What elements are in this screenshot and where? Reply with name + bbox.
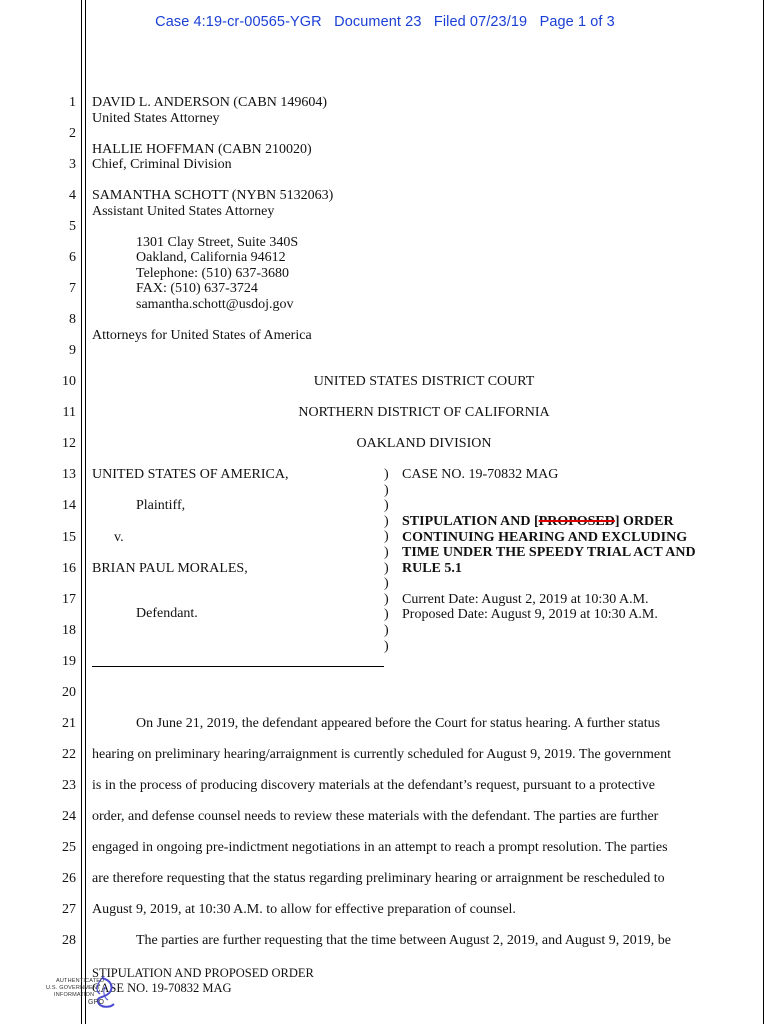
line-number: 26: [62, 871, 76, 886]
caption-plaintiff-role: Plaintiff,: [136, 498, 186, 513]
office-address-street: 1301 Clay Street, Suite 340S: [136, 235, 299, 250]
body-paragraph-line: hearing on preliminary hearing/arraignment is currently scheduled for August 9, 2019. The government: [92, 747, 672, 762]
office-address-city: Oakland, California 94612: [136, 250, 286, 265]
gpo-authentication-seal: [44, 972, 124, 1016]
line-number: 2: [69, 126, 76, 141]
body-paragraph-line: The parties are further requesting that the time between August 2, 2019, and August 9, 2019, be: [136, 933, 671, 948]
attorney-name: HALLIE HOFFMAN (CABN 210020): [92, 142, 312, 157]
court-division: OAKLAND DIVISION: [356, 436, 492, 451]
seal-text: U.S. GOVERNMENT: [46, 985, 101, 991]
document-title-text: STIPULATION AND [: [402, 514, 539, 529]
attorneys-for: Attorneys for United States of America: [92, 328, 312, 343]
court-district: NORTHERN DISTRICT OF CALIFORNIA: [298, 405, 550, 420]
line-number: 25: [62, 840, 76, 855]
attorney-title: Assistant United States Attorney: [92, 204, 275, 219]
line-number: 21: [62, 716, 76, 731]
document-title-line-4: RULE 5.1: [402, 561, 462, 576]
line-number: 24: [62, 809, 76, 824]
proposed-hearing-date: Proposed Date: August 9, 2019 at 10:30 A.M.: [402, 607, 658, 622]
office-fax: FAX: (510) 637-3724: [136, 281, 258, 296]
caption-defendant: BRIAN PAUL MORALES,: [92, 561, 248, 576]
document-title-line-1: [402, 514, 674, 530]
document-title-line-3: TIME UNDER THE SPEEDY TRIAL ACT AND: [402, 545, 696, 560]
pleading-rule-left-inner: [85, 0, 86, 1024]
line-number: 5: [69, 219, 76, 234]
seal-text: INFORMATION: [54, 992, 95, 998]
body-paragraph-line: are therefore requesting that the status regarding preliminary hearing or arraignment be rescheduled to: [92, 871, 665, 886]
document-title-line-2: CONTINUING HEARING AND EXCLUDING: [402, 530, 688, 545]
line-number: 17: [62, 592, 76, 607]
line-number: 8: [69, 312, 76, 327]
document-title-text: ] ORDER: [614, 514, 674, 529]
caption-versus: v.: [114, 530, 124, 545]
caption-rule-line: [92, 666, 384, 667]
line-number: 10: [62, 374, 76, 389]
footer-case-number: CASE NO. 19-70832 MAG: [92, 981, 232, 995]
ecf-header: [0, 14, 770, 30]
line-number: 9: [69, 343, 76, 358]
line-number: 11: [62, 405, 76, 420]
line-number: 14: [62, 498, 76, 513]
line-number: 6: [69, 250, 76, 265]
line-number: 27: [62, 902, 76, 917]
body-paragraph-line: On June 21, 2019, the defendant appeared before the Court for status hearing. A further status: [136, 716, 661, 731]
line-number: 13: [62, 467, 76, 482]
line-number: 22: [62, 747, 76, 762]
line-number: 7: [69, 281, 76, 296]
line-number: 4: [69, 188, 76, 203]
attorney-name: DAVID L. ANDERSON (CABN 149604): [92, 95, 328, 110]
caption-defendant-role: Defendant.: [136, 606, 198, 621]
line-number: 1: [69, 95, 76, 110]
body-paragraph-line: order, and defense counsel needs to review these materials with the defendant. The parties are further: [92, 809, 659, 824]
attorney-name: SAMANTHA SCHOTT (NYBN 5132063): [92, 188, 334, 203]
header-document-number: Document 23: [334, 14, 422, 30]
office-telephone: Telephone: (510) 637-3680: [136, 266, 289, 281]
struck-word: PROPOSED: [538, 514, 615, 529]
attorney-title: Chief, Criminal Division: [92, 157, 232, 172]
current-hearing-date: Current Date: August 2, 2019 at 10:30 A.M.: [402, 592, 649, 607]
line-number: 28: [62, 933, 76, 948]
header-case-number: Case 4:19-cr-00565-YGR: [155, 14, 322, 30]
line-number: 3: [69, 157, 76, 172]
caption-plaintiff: UNITED STATES OF AMERICA,: [92, 467, 289, 482]
office-email: samantha.schott@usdoj.gov: [136, 297, 294, 312]
line-number: 23: [62, 778, 76, 793]
body-paragraph-line: is in the process of producing discovery materials at the defendant’s request, pursuant to a protective: [92, 778, 655, 793]
caption-parentheses: ) ) ) ) ) ) ) ) ) ) ) ): [384, 467, 389, 654]
pleading-rule-right: [763, 0, 764, 1024]
footer-document-title: STIPULATION AND PROPOSED ORDER: [92, 966, 314, 980]
seal-text: GPO: [88, 999, 105, 1006]
line-number: 15: [62, 530, 76, 545]
seal-text: AUTHENTICATED: [56, 978, 105, 984]
header-page-count: Page 1 of 3: [539, 14, 615, 30]
line-number: 19: [62, 654, 76, 669]
body-paragraph-line: engaged in ongoing pre-indictment negotiations in an attempt to reach a prompt resolution. The parties: [92, 840, 668, 855]
court-name: UNITED STATES DISTRICT COURT: [313, 374, 535, 389]
header-filed-date: Filed 07/23/19: [433, 14, 528, 30]
line-number: 12: [62, 436, 76, 451]
pleading-rule-left-outer: [81, 0, 82, 1024]
body-paragraph-line: August 9, 2019, at 10:30 A.M. to allow for effective preparation of counsel.: [92, 902, 516, 917]
line-number: 18: [62, 623, 76, 638]
line-number: 16: [62, 561, 76, 576]
case-number: CASE NO. 19-70832 MAG: [402, 467, 559, 482]
attorney-title: United States Attorney: [92, 111, 220, 126]
line-number: 20: [62, 685, 76, 700]
